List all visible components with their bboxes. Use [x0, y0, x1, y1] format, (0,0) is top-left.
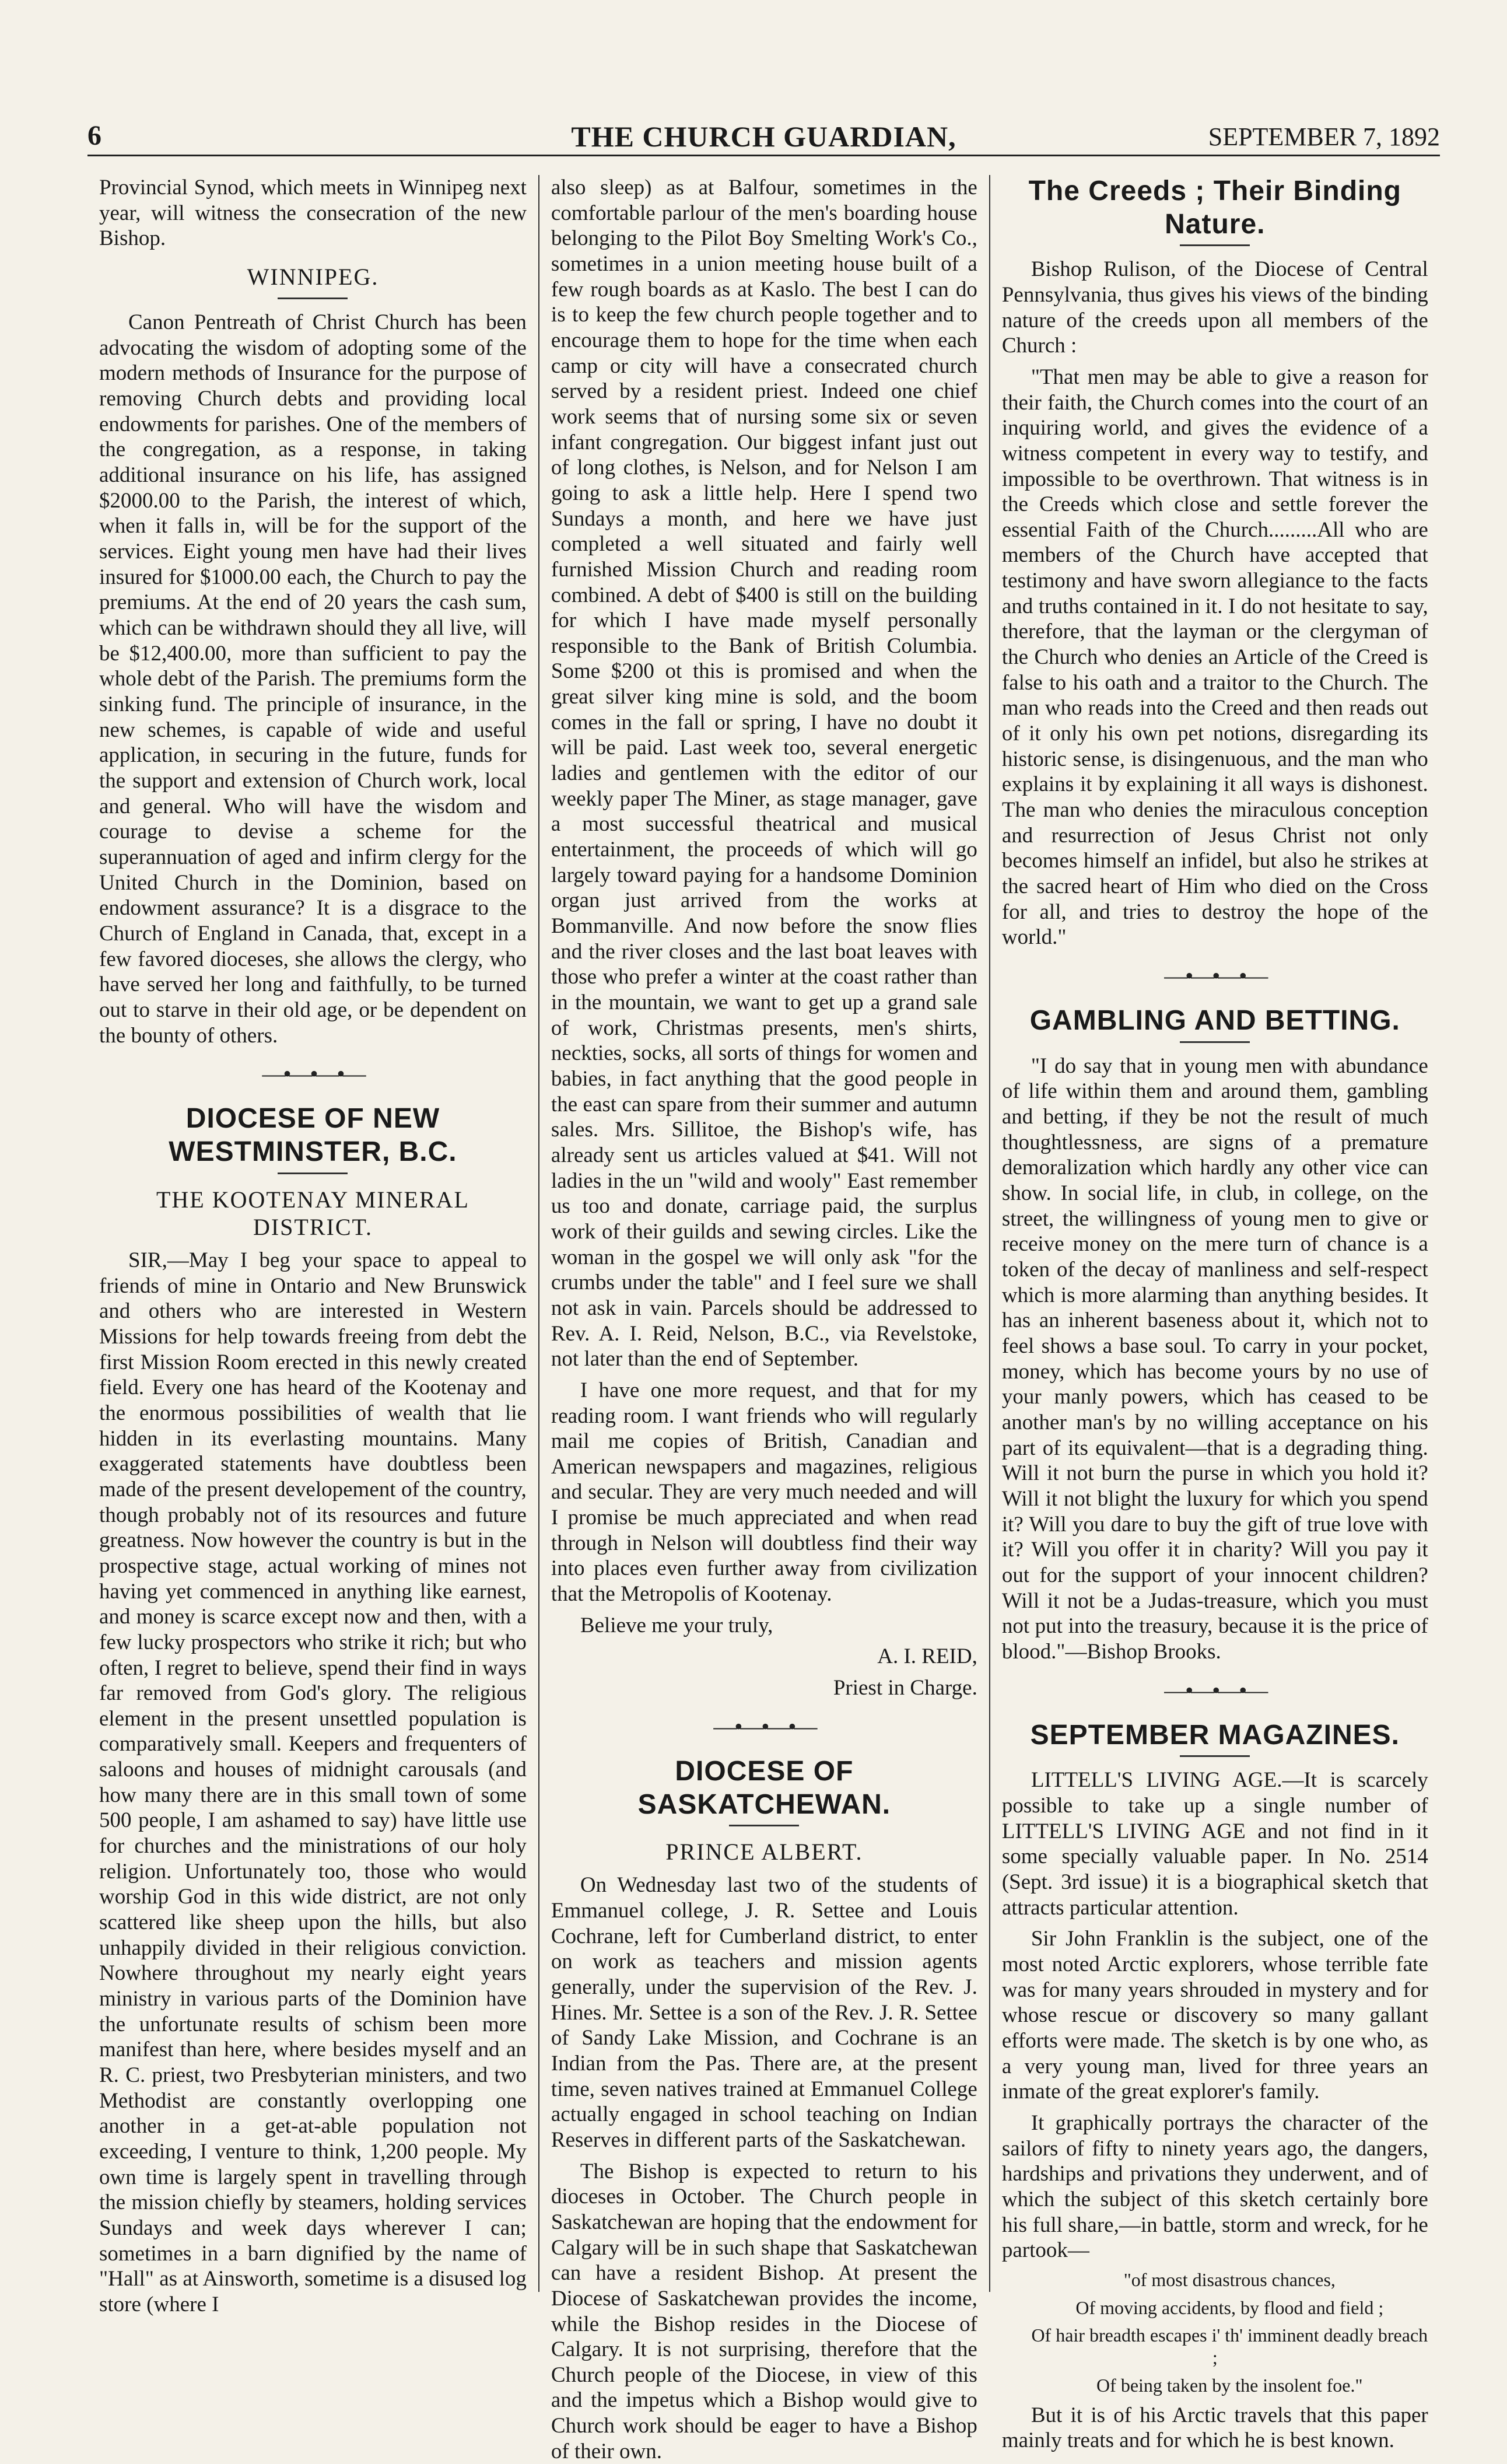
paragraph: The Bishop is expected to return to his dioceses in October. The Church people in Saskatchewan are hoping that the endowment for Calgary will be in such shape that Saskatchewan can have a resident Bishop. At present the Diocese of Saskatchewan provides the income, while the Bishop resides in the Diocese of Calgary. It is not surprising, therefore that the Church people of the Diocese, in view of this and the impetus which a Bishop would give to Church work should be eager to have a Bishop of their own.: [551, 2159, 977, 2463]
paragraph: Provincial Synod, which meets in Winnipeg next year, will witness the consecration of the new Bishop.: [99, 176, 527, 251]
issue-date: SEPTEMBER 7, 1892: [1208, 123, 1440, 151]
section-heading-new-westminster: DIOCESE OF NEW WESTMINSTER, B.C.: [169, 1103, 457, 1167]
page-number: 6: [87, 120, 101, 151]
rule: [729, 1825, 799, 1826]
paragraph: SIR,—May I beg your space to appeal to friends of mine in Ontario and New Brunswick and others who are interested in Western Missions for help towards freeing from debt the first Mission Room erected in this newly created field. Every one has heard of the Kootenay and the enormous possibilities of wealth that lie hidden in its everlasting mountains. Many exaggerated statements have doubtless been made of the present developement of the country, though probably not of its resources and future greatness. Now however the country is but in the prospective stage, actual working of mines not having yet commenced in anything like earnest, and money is scarce except now and then, with a few lucky prospectors who strike it rich; but who often, I regret to believe, spend their find in ways far removed from God's glory. The religious element in the present unsettled population is comparatively small. Keepers and frequenters of saloons and houses of midnight carousals (and how many there are in this small town of some 500 people, I am ashamed to say) have little use for churches and the ministrations of our holy religion. Unfortunately too, those who would worship God in this wide district, are not only scattered like sheep upon the hills, but also unhappily divided in their religious conviction. Nowhere throughout my nearly eight years ministry in various parts of the Dominion have the unfortunate results of schism been more manifest than here, where besides myself and an R. C. priest, two Presbyterian ministers, and two Methodist are constantly overlopping one another in a get-at-able population not exceeding, I venture to think, 1,200 people. My own time is largely spent in travelling through the mission chiefly by steamers, holding services Sundays and week days wherever I can; sometimes in a barn dignified by the name of "Hall" as at Ainsworth, sometime is a disused log store (where I: [99, 1248, 527, 2316]
columns: [87, 175, 1440, 2463]
page-title: THE CHURCH GUARDIAN,: [571, 120, 956, 153]
section-heading-gambling: GAMBLING AND BETTING.: [1029, 1005, 1400, 1037]
rule: [1180, 1041, 1250, 1043]
subheading-prince-albert: PRINCE ALBERT.: [665, 1839, 863, 1866]
column-2: [538, 175, 989, 2463]
paragraph: Sir John Franklin is the subject, one of the most noted Arctic explorers, whose terrible fate was for many years shrouded in mystery and for whose rescue or discovery so many gallant efforts were made. The sketch is by one who, as a very young man, lived for three years an inmate of the great explorer's family.: [1001, 1927, 1428, 2104]
rule: [1180, 244, 1250, 246]
signature-name: A. I. REID,: [877, 1644, 977, 1669]
ornament-divider: —•—•—•—: [713, 1713, 815, 1740]
masthead: [87, 120, 1440, 156]
rule: [1180, 1755, 1250, 1757]
ornament-divider: —•—•—•—: [262, 1060, 364, 1087]
paragraph: "That men may be able to give a reason for their faith, the Church comes into the court of an inquiring world, and gives the evidence of a witness competent in every way to testify, and impossible to be overthrown. That witness is in the Creeds which close and settle forever the essential Faith of the Church.........All who are members of the Church have accepted that testimony and have sworn allegiance to the facts and truths contained in it. I do not hesitate to say, therefore, that the layman or the clergyman of the Church who denies an Article of the Creed is false to his oath and a traitor to the Church. The man who reads into the Creed and then reads out of it only his own pet notions, disregarding its historic sense, is disingenuous, and the man who explains it by explaining it all ways is dishonest. The man who denies the miraculous conception and resurrection of Jesus Christ not only becomes himself an infidel, but also he strikes at the sacred heart of Him who died on the Cross for all, and tries to destroy the hope of the world.": [1001, 365, 1428, 950]
poem-line: Of moving accidents, by flood and field ;: [1075, 2297, 1384, 2318]
section-heading-saskatchewan: DIOCESE OF SASKATCHEWAN.: [637, 1755, 891, 1820]
ornament-divider: —•—•—•—: [1164, 962, 1266, 989]
poem-line: "of most disastrous chances,: [1123, 2269, 1336, 2290]
poem-line: Of hair breadth escapes i' th' imminent deadly breach ;: [1031, 2325, 1428, 2368]
column-3: [989, 175, 1440, 2453]
section-heading-winnipeg: WINNIPEG.: [247, 263, 379, 290]
ornament-divider: —•—•—•—: [1164, 1676, 1266, 1703]
rule: [278, 1172, 348, 1174]
paragraph: LITTELL'S LIVING AGE.—It is scarcely possible to take up a single number of LITTELL'S LIVING AGE and not find in it some specially valuable paper. In No. 2514 (Sept. 3rd issue) it is a biographical sketch that attracts particular attention.: [1001, 1768, 1428, 1920]
paragraph: Bishop Rulison, of the Diocese of Central Pennsylvania, thus gives his views of the binding nature of the creeds upon all members of the Church :: [1001, 257, 1428, 358]
section-heading-creeds: The Creeds ; Their Binding Nature.: [1028, 176, 1401, 240]
section-heading-magazines: SEPTEMBER MAGAZINES.: [1030, 1719, 1400, 1751]
subheading-kootenay: THE KOOTENAY MINERAL DISTRICT.: [156, 1186, 469, 1240]
signature-title: Priest in Charge.: [833, 1676, 977, 1700]
poem-line: Of being taken by the insolent foe.": [1096, 2374, 1363, 2396]
paragraph: I have one more request, and that for my reading room. I want friends who will regularly mail me copies of British, Canadian and American newspapers and magazines, religious and secular. They are very much needed and will I promise be much appreciated and when read through in Nelson will doubtless find their way into places even further away from civilization that the Metropolis of Kootenay.: [551, 1378, 977, 1606]
paragraph: also sleep) as at Balfour, sometimes in the comfortable parlour of the men's boarding house belonging to the Pilot Boy Smelting Work's Co., sometimes in a union meeting house built of a few rough boards as at Kaslo. The best I can do is to keep the few church people together and to encourage them to hope for the time when each camp or city will have a consecrated church served by a resident priest. Indeed one chief work seems that of nursing some six or seven infant congregation. Our biggest infant just out of long clothes, is Nelson, and for Nelson I am going to ask a little help. Here I spend two Sundays a month, and here we have just completed a well situated and fairly well furnished Mission Church and reading room combined. A debt of $400 is still on the building for which I have made myself personally responsible to the Bank of British Columbia. Some $200 ot this is promised and when the great silver king mine is sold, and the boom comes in the fall or spring, I have no doubt it will be paid. Last week too, several energetic ladies and gentlemen with the editor of our weekly paper The Miner, as stage manager, gave a most successful theatrical and musical entertainment, the proceeds of which will go largely toward paying for a handsome Dominion organ just arrived from the works at Bommanville. And now before the snow flies and the river closes and the last boat leaves with those who prefer a winter at the coast rather than in the mountain, we want to get up a grand sale of work, Christmas presents, men's shirts, neckties, socks, all sorts of things for women and babies, in fact anything that the good people in the east can spare from their summer and autumn sales. Mrs. Sillitoe, the Bishop's wife, has already sent us articles valued at $41. Will not ladies in the un "wild and wooly" East remember us too and donate, carriage paid, the surplus work of their guilds and sewing circles. Like the woman in the gospel we will only ask "for the crumbs under the table" and I feel sure we shall not ask in vain. Parcels should be addressed to Rev. A. I. Reid, Nelson, B.C., via Revelstoke, not later than the end of September.: [551, 176, 977, 1371]
rule: [278, 298, 348, 299]
paragraph: But it is of his Arctic travels that this paper mainly treats and for which he is best known.: [1001, 2403, 1428, 2453]
column-1: [87, 175, 538, 2316]
paragraph: "I do say that in young men with abundance of life within them and around them, gambling and betting, if they be not the result of much thoughtlessness, are signs of a premature demoralization which hardly any other vice can show. In social life, in club, in college, on the street, the willingness of young men to give or receive money on the mere turn of chance is a token of the decay of manliness and self-respect which is more alarming than anything besides. It has an inherent baseness about it, which not to feel shows a base soul. To carry in your pocket, money, which has become yours by no use of your manly powers, which has ceased to be another man's by no willing acceptance on his part of its equivalent—that is a degrading thing. Will it not burn the purse in which you hold it? Will it not blight the luxury for which you spend it? Will you dare to buy the gift of true love with it? Will you offer it in charity? Will you pay it out for the support of your innocent children? Will it not be a Judas-treasure, which you must not put into the treasury, because it is the price of blood."—Bishop Brooks.: [1001, 1054, 1428, 1664]
paragraph: Canon Pentreath of Christ Church has been advocating the wisdom of adopting some of the modern methods of Insurance for the purpose of removing Church debts and providing local endowments for parishes. One of the members of the congregation, as a response, in taking additional insurance on his life, has assigned $2000.00 to the Parish, the interest of which, when it falls in, will be for the support of the services. Eight young men have had their lives insured for $1000.00 each, the Church to pay the premiums. At the end of 20 years the cash sum, which can be withdrawn should they all live, will be $12,400.00, more than sufficient to pay the whole debt of the Parish. The premiums form the sinking fund. The principle of insurance, in the new schemes, is capable of wide and useful application, in securing in the future, funds for the support and extension of Church work, local and general. Who will have the wisdom and courage to devise a scheme for the superannuation of aged and infirm clergy for the United Church in the Dominion, based on endowment assurance? It is a disgrace to the Church of England in Canada, that, except in a few favored dioceses, she allows the clergy, who have served her long and faithfully, to be turned out to starve in their old age, or be dependent on the bounty of others.: [99, 310, 527, 1048]
paragraph: Believe me your truly,: [580, 1613, 773, 1637]
paragraph: On Wednesday last two of the students of Emmanuel college, J. R. Settee and Louis Cochrane, left for Cumberland district, to enter on work as teachers and mission agents generally, under the supervision of the Rev. J. Hines. Mr. Settee is a son of the Rev. J. R. Settee of Sandy Lake Mission, and Cochrane is an Indian from the Pas. There are, at the present time, seven natives trained at Emmanuel College actually engaged in school teaching on Indian Reserves in different parts of the Saskatchewan.: [551, 1873, 977, 2152]
paragraph: It graphically portrays the character of the sailors of fifty to ninety years ago, the dangers, hardships and privations they underwent, and of which the subject of this sketch certainly bore his full share,—in battle, storm and wreck, for he partook—: [1001, 2110, 1428, 2263]
